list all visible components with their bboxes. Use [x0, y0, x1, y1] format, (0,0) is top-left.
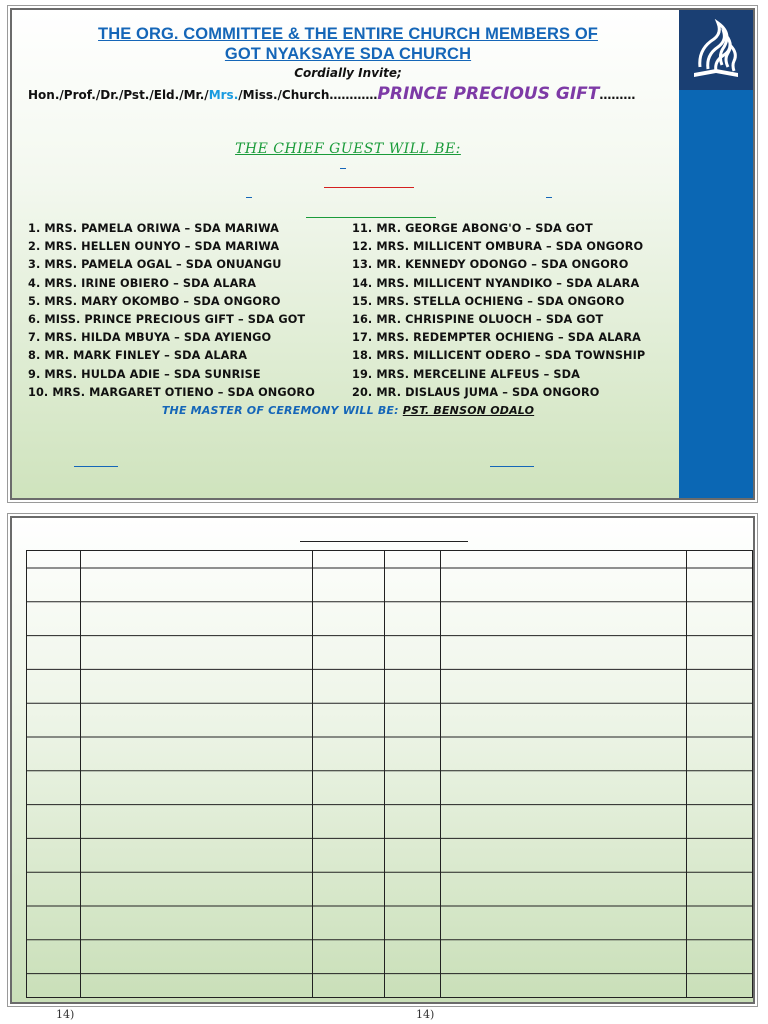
cordially-invite: Cordially Invite;: [294, 66, 402, 80]
guest-list-item: 8. MR. MARK FINLEY – SDA ALARA: [28, 349, 248, 363]
blank-rule: [546, 197, 552, 198]
guest-list-item: 17. MRS. REDEMPTER OCHIENG – SDA ALARA: [352, 331, 641, 345]
guest-list-item: 13. MR. KENNEDY ODONGO – SDA ONGORO: [352, 258, 629, 272]
ledger-card: [10, 516, 755, 1004]
guest-list-item: 4. MRS. IRINE OBIERO – SDA ALARA: [28, 276, 257, 290]
ledger-heading-rule: [300, 541, 468, 542]
guest-list-item: 5. MRS. MARY OKOMBO – SDA ONGORO: [28, 294, 281, 308]
guest-list-item: 14. MRS. MILLICENT NYANDIKO – SDA ALARA: [352, 276, 640, 290]
blank-rule: [340, 168, 346, 169]
guest-list-right: [352, 220, 645, 402]
invitation-card: [10, 8, 755, 500]
guest-list-left: [28, 220, 315, 402]
guest-list-item: 20. MR. DISLAUS JUMA – SDA ONGORO: [352, 385, 600, 399]
mc-label: THE MASTER OF CEREMONY WILL BE:: [161, 404, 399, 417]
blank-rule: [246, 197, 252, 198]
guest-list-item: 18. MRS. MILLICENT ODERO – SDA TOWNSHIP: [352, 349, 646, 363]
honorifics-line: [28, 84, 688, 104]
guest-list-item: 10. MRS. MARGARET OTIENO – SDA ONGORO: [28, 385, 315, 399]
footer-page-right: 14): [416, 1008, 435, 1021]
flame-bible-icon: [688, 19, 744, 81]
guest-list-item: 12. MRS. MILLICENT OMBURA – SDA ONGORO: [352, 240, 644, 254]
master-of-ceremony: [12, 404, 684, 417]
organizer-title: THE ORG. COMMITTEE & THE ENTIRE CHURCH MEMBERS OF: [98, 25, 598, 43]
church-name-title: GOT NYAKSAYE SDA CHURCH: [224, 45, 472, 63]
guest-list-item: 9. MRS. HULDA ADIE – SDA SUNRISE: [28, 367, 261, 381]
guest-list-item: 1. MRS. PAMELA ORIWA – SDA MARIWA: [28, 222, 279, 235]
guest-list-item: 11. MR. GEORGE ABONG'O – SDA GOT: [352, 222, 593, 235]
mc-name: PST. BENSON ODALO: [402, 404, 535, 417]
guest-list-item: 7. MRS. HILDA MBUYA – SDA AYIENGO: [28, 331, 272, 345]
red-rule: [324, 187, 414, 188]
signature-rule-right: [490, 466, 534, 467]
ledger-table: [26, 550, 753, 998]
honorific-highlight: Mrs.: [208, 88, 239, 102]
footer-page-left: 14): [56, 1008, 75, 1021]
green-rule: [306, 217, 436, 218]
honorifics-suffix: /Miss./Church…………: [238, 88, 378, 102]
guest-list-item: 2. MRS. HELLEN OUNYO – SDA MARIWA: [28, 240, 280, 254]
guest-list-item: 3. MRS. PAMELA OGAL – SDA ONUANGU: [28, 258, 282, 272]
invitee-name: PRINCE PRECIOUS GIFT: [377, 84, 600, 104]
guest-list-item: 16. MR. CHRISPINE OLUOCH – SDA GOT: [352, 312, 604, 326]
chief-guest-heading: THE CHIEF GUEST WILL BE:: [235, 141, 461, 157]
invitee-trailer: ………: [599, 88, 636, 102]
signature-rule-left: [74, 466, 118, 467]
honorifics-prefix: Hon./Prof./Dr./Pst./Eld./Mr./: [28, 88, 209, 102]
guest-list-item: 19. MRS. MERCELINE ALFEUS – SDA: [352, 367, 580, 381]
guest-list-item: 15. MRS. STELLA OCHIENG – SDA ONGORO: [352, 294, 625, 308]
church-logo: [679, 10, 753, 90]
guest-list-item: 6. MISS. PRINCE PRECIOUS GIFT – SDA GOT: [28, 312, 306, 326]
